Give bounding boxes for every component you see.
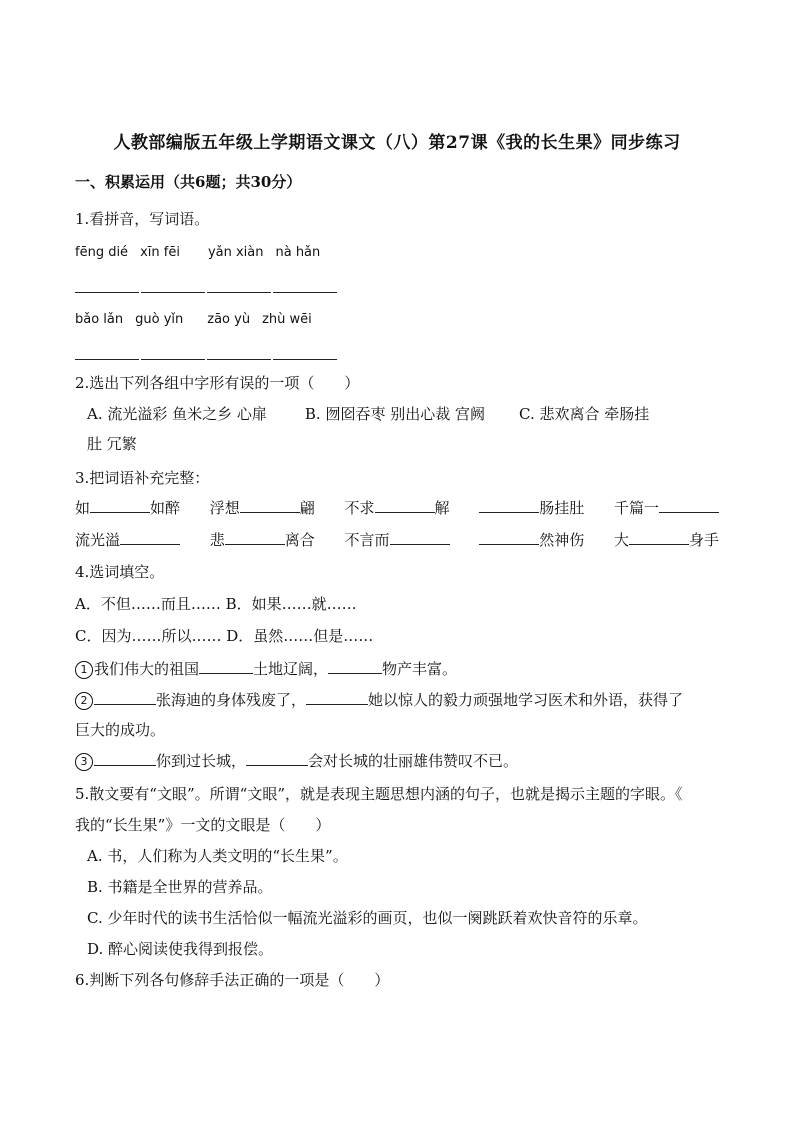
fill-blank[interactable]	[328, 659, 382, 674]
answer-blank[interactable]	[207, 273, 271, 293]
option-a[interactable]: A. 流光溢彩 鱼米之乡 心扉	[87, 405, 267, 423]
question-6-prompt: 6.判断下列各句修辞手法正确的一项是（ ）	[75, 971, 390, 989]
question-4-sentence-2-cont: 巨大的成功。	[75, 721, 166, 739]
fill-blank[interactable]	[479, 498, 539, 513]
fill-blank[interactable]	[225, 530, 285, 545]
answer-blank[interactable]	[75, 340, 139, 360]
pinyin: zāo yù	[207, 312, 251, 327]
fill-blank[interactable]	[375, 498, 435, 513]
question-5-prompt-line-2: 我的“长生果”》一文的文眼是（ ）	[75, 816, 331, 834]
option-b[interactable]: B. 囫囵吞枣 别出心裁 宫阙	[304, 405, 486, 423]
pinyin: fēng dié	[75, 245, 129, 260]
idiom-item: 肠挂肚	[479, 498, 584, 518]
question-4-prompt: 4.选词填空。	[75, 563, 165, 581]
answer-blank[interactable]	[207, 340, 271, 360]
idiom-item: 如 如醉	[75, 499, 181, 517]
question-5-option-b[interactable]: B. 书籍是全世界的营养品。	[87, 878, 273, 896]
question-2-options	[87, 404, 649, 424]
question-4-sentence-2: 2 张海迪的身体残废了， 她以惊人的毅力顽强地学习医术和外语，获得了	[75, 690, 683, 710]
question-4-sentence-1: 1 我们伟大的祖国 土地辽阔， 物产丰富。	[75, 659, 457, 679]
fill-blank[interactable]	[90, 498, 150, 513]
idiom-item: 不求 解	[344, 499, 450, 517]
fill-blank[interactable]	[240, 498, 300, 513]
option-c-continued: 肚 冗繁	[87, 435, 137, 453]
idiom-item: 不言而	[344, 530, 449, 550]
fill-blank[interactable]	[390, 530, 450, 545]
pinyin: zhù wēi	[262, 312, 312, 327]
pinyin: nà hǎn	[275, 245, 321, 260]
idiom-row-1	[75, 498, 719, 518]
question-5-option-c[interactable]: C. 少年时代的读书生活恰似一幅流光溢彩的画页，也似一阕跳跃着欢快音符的乐章。	[87, 909, 648, 927]
pinyin: guò yǐn	[135, 312, 184, 327]
question-5-option-a[interactable]: A. 书，人们称为人类文明的“长生果”。	[87, 847, 348, 865]
pinyin-row-2	[75, 310, 324, 330]
idiom-item: 然神伤	[479, 530, 584, 550]
idiom-row-2	[75, 530, 719, 550]
answer-blank[interactable]	[273, 340, 337, 360]
circled-number-icon: 3	[75, 753, 93, 771]
pinyin: xīn fēi	[140, 245, 180, 260]
idiom-item: 流光溢	[75, 530, 180, 550]
fill-blank[interactable]	[94, 690, 156, 705]
page-title: 人教部编版五年级上学期语文课文（八）第27课《我的长生果》同步练习	[113, 133, 681, 153]
idiom-item: 大 身手	[613, 531, 719, 549]
fill-blank[interactable]	[199, 659, 253, 674]
idiom-item: 悲 离合	[209, 531, 315, 549]
question-5-option-d[interactable]: D. 醉心阅读使我得到报偿。	[87, 940, 274, 958]
section-heading: 一、积累运用（共6题；共30分）	[75, 173, 302, 191]
fill-blank[interactable]	[629, 530, 689, 545]
pinyin: yǎn xiàn	[207, 245, 264, 260]
idiom-item: 千篇一	[614, 498, 719, 518]
option-c[interactable]: C. 悲欢离合 牵肠挂	[519, 405, 650, 423]
circled-number-icon: 2	[75, 692, 93, 710]
answer-blanks-row-1[interactable]	[75, 273, 339, 293]
fill-blank[interactable]	[306, 690, 368, 705]
answer-blank[interactable]	[141, 340, 205, 360]
question-4-options-cd: C．因为……所以…… D．虽然……但是……	[75, 627, 374, 645]
circled-number-icon: 1	[75, 661, 93, 679]
answer-blanks-row-2[interactable]	[75, 340, 339, 360]
answer-blank[interactable]	[141, 273, 205, 293]
question-3-prompt: 3.把词语补充完整：	[75, 469, 210, 487]
fill-blank[interactable]	[479, 530, 539, 545]
answer-blank[interactable]	[273, 273, 337, 293]
question-4-options-ab: A．不但……而且…… B．如果……就……	[75, 595, 357, 613]
question-1-prompt: 1.看拼音，写词语。	[75, 210, 210, 228]
pinyin-row-1	[75, 243, 332, 263]
fill-blank[interactable]	[246, 751, 308, 766]
question-5-prompt-line-1: 5.散文要有“文眼”。所谓“文眼”，就是表现主题思想内涵的句子，也就是揭示主题的字眼。《	[75, 785, 683, 803]
answer-blank[interactable]	[75, 273, 139, 293]
pinyin: bǎo lǎn	[75, 312, 124, 327]
fill-blank[interactable]	[94, 751, 156, 766]
question-4-sentence-3: 3 你到过长城， 会对长城的壮丽雄伟赞叹不已。	[75, 751, 518, 771]
fill-blank[interactable]	[659, 498, 719, 513]
question-2-prompt: 2.选出下列各组中字形有误的一项（ ）	[75, 374, 360, 392]
idiom-item: 浮想 翩	[209, 499, 315, 517]
fill-blank[interactable]	[120, 530, 180, 545]
